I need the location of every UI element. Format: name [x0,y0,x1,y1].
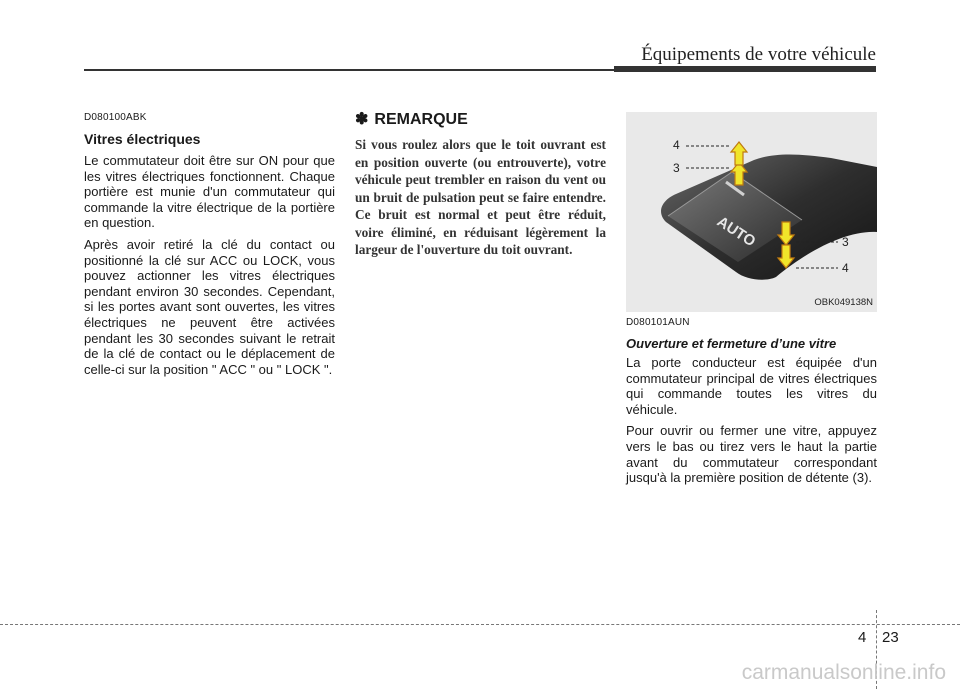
right-column [626,112,877,492]
section-subheading: Ouverture et fermeture d’une vitre [626,336,837,351]
window-switch-illustration [626,112,877,312]
paragraph: Pour ouvrir ou fermer une vitre, appuyez vers le bas ou tirez vers le haut la partie avant du commutateur correspondant jusqu'à la première position de détente (3). [626,423,877,486]
paragraph: Le commutateur doit être sur ON pour que les vitres électriques fonctionnent. Chaque portière est munie d'un commutateur qui commande la vitre électrique de la portière en question. [84,153,335,231]
chapter-number: 4 [858,629,867,646]
auto-label: AUTO [713,213,759,251]
note-title: REMARQUE [374,111,468,128]
paragraph: Après avoir retiré la clé du contact ou positionné la clé sur ACC ou LOCK, vous pouvez actionner les vitres électriques pendant environ 30 secondes. Cependant, si les portes avant sont ouvertes, les vitres électriques ne peuvent être activées pendant les 30 secondes suivant le retrait de la clé de contact ou le déplacement de celle-ci sur la position " ACC " ou " LOCK ". [84,236,335,377]
section-code: D080100ABK [84,112,147,123]
figure-label-3: 3 [673,161,680,175]
watermark: carmanualsonline.info [741,661,946,684]
window-switch-figure [626,112,877,312]
header-rule-accent [614,66,876,72]
note-text: Si vous roulez alors que le toit ouvrant est en position ouverte (ou entrouverte), votre véhicule peut trembler en raison du vent ou un bruit de pulsation peut se faire entendre. Ce bruit est normal et peut être réduit, voire éliminé, en réduisant légèrement la largeur de l'ouverture du toit ouvrant. [355,137,606,257]
page-number: 23 [882,629,899,646]
section-code: D080101AUN [626,317,690,328]
note-heading [355,109,606,129]
left-column [84,112,335,383]
middle-column [355,112,606,259]
figure-label-4: 4 [673,138,680,152]
footer-dashed-rule [0,624,960,625]
section-heading: Vitres électriques [84,131,201,147]
figure-label-4: 4 [842,261,849,275]
figure-label-3: 3 [842,235,849,249]
note-star-icon: ✽ [355,111,369,128]
arrow-up-icon [731,142,747,165]
figure-caption: OBK049138N [814,297,873,308]
page-header-title: Équipements de votre véhicule [641,44,876,65]
paragraph: La porte conducteur est équipée d'un commutateur principal de vitres électriques qui commande toutes les vitres du véhicule. [626,355,877,417]
